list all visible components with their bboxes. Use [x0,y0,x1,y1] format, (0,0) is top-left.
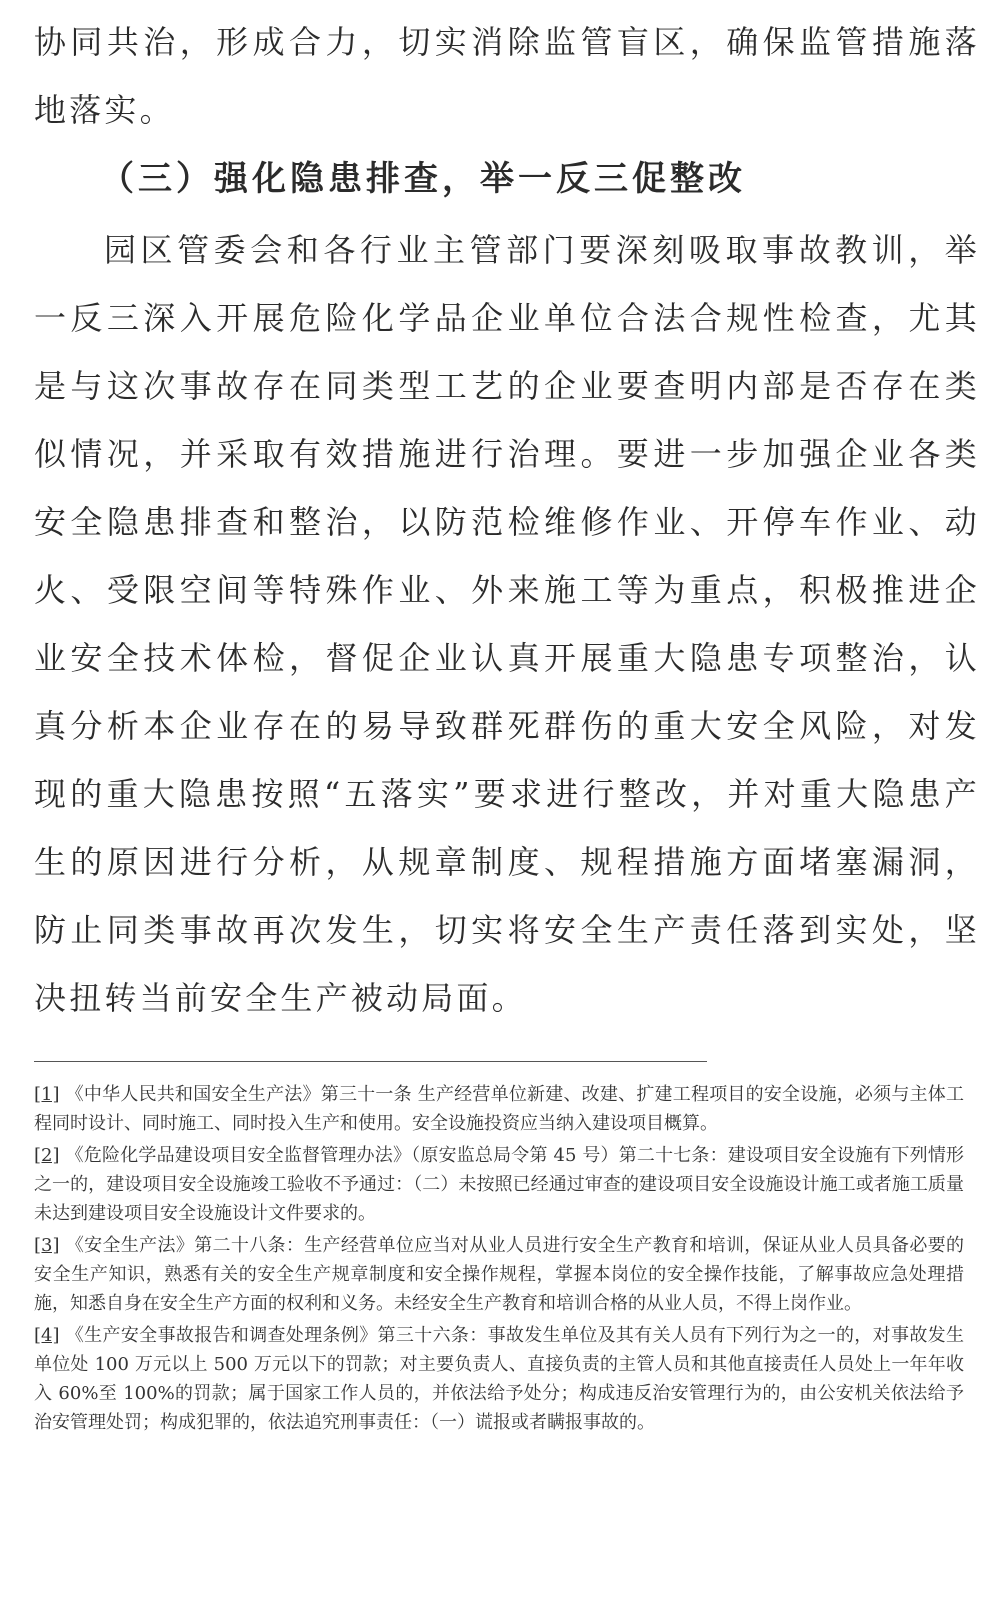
section-heading: （三）强化隐患排查，举一反三促整改 [100,159,746,199]
footnote-divider [34,1061,707,1062]
footnote-marker[interactable]: [1] [34,1084,60,1105]
body-paragraph: 园区管委会和各行业主管部门要深刻吸取事故教训，举一反三深入开展危险化学品企业单位合法合规性检查，尤其是与这次事故存在同类型工艺的企业要查明内部是否存在类似情况，并采取有效措施进行治理。要进一步加强企业各类安全隐患排查和整治，以防范检维修作业、开停车作业、动火、受限空间等特殊作业、外来施工等为重点，积极推进企业安全技术体检，督促企业认真开展重大隐患专项整治，认真分析本企业存在的易导致群死群伤的重大安全风险，对发现的重大隐患按照“五落实”要求进行整改，并对重大隐患产生的原因进行分析，从规章制度、规程措施方面堵塞漏洞，防止同类事故再次发生，切实将安全生产责任落到实处，坚决扭转当前安全生产被动局面。 [34,231,980,1017]
footnote-text: 《危险化学品建设项目安全监督管理办法》（原安监总局令第 45 号）第二十七条：建设项目安全设施有下列情形之一的，建设项目安全设施竣工验收不予通过：（二）未按照已经通过审查的建设项目安全设施设计施工或者施工质量未达到建设项目安全设施设计文件要求的。 [34,1145,964,1224]
footnote-item [34,1321,964,1437]
footnote-item [34,1080,964,1138]
footnote-text: 《安全生产法》第二十八条：生产经营单位应当对从业人员进行安全生产教育和培训，保证从业人员具备必要的安全生产知识，熟悉有关的安全生产规章制度和安全操作规程，掌握本岗位的安全操作技能，了解事故应急处理措施，知悉自身在安全生产方面的权利和义务。未经安全生产教育和培训合格的从业人员，不得上岗作业。 [34,1235,964,1314]
footnote-marker[interactable]: [2] [34,1145,60,1166]
footnote-item [34,1141,964,1228]
footnote-marker[interactable]: [4] [34,1325,60,1346]
footnote-marker[interactable]: [3] [34,1235,60,1256]
footnote-text: 《中华人民共和国安全生产法》第三十一条 生产经营单位新建、改建、扩建工程项目的安全设施，必须与主体工程同时设计、同时施工、同时投入生产和使用。安全设施投资应当纳入建设项目概算。 [34,1084,964,1134]
footnotes-section [34,1080,964,1440]
intro-paragraph: 协同共治，形成合力，切实消除监管盲区，确保监管措施落地落实。 [34,23,980,129]
footnote-item [34,1231,964,1318]
footnote-text: 《生产安全事故报告和调查处理条例》第三十六条：事故发生单位及其有关人员有下列行为之一的，对事故发生单位处 100 万元以上 500 万元以下的罚款；对主要负责人、直接负责的主管人员和其他直接责任人员处上一年年收入 60%至 100%的罚款；属于国家工作人员的，并依法给予处分；构成违反治安管理行为的，由公安机关依法给予治安管理处罚；构成犯罪的，依法追究刑事责任：（一）谎报或者瞒报事故的。 [34,1325,964,1433]
